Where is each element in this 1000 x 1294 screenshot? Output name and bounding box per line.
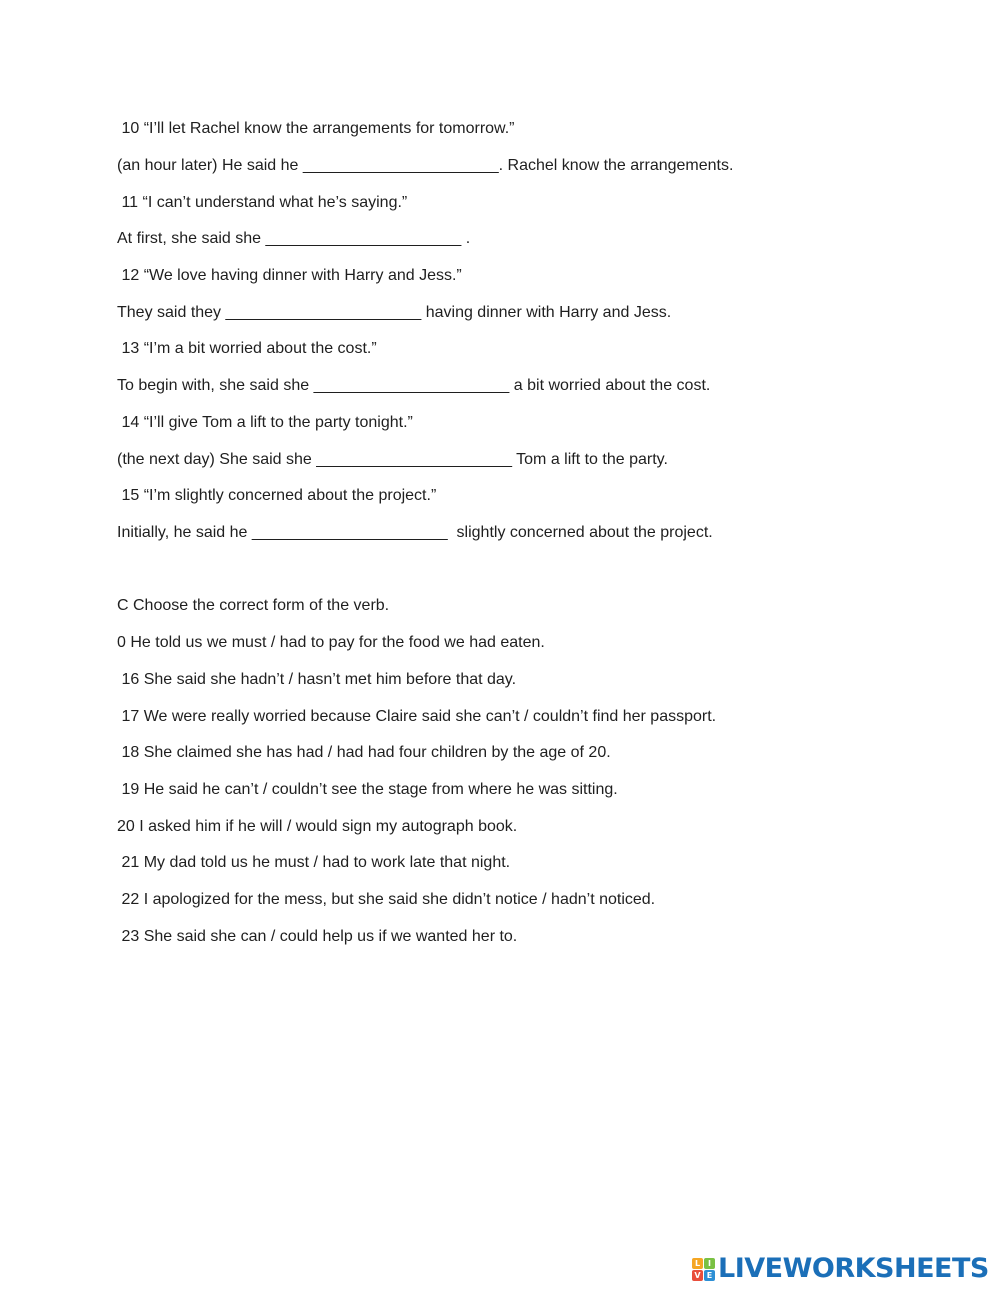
question-19-item: 19 He said he can’t / couldn’t see the stage from where he was sitting. xyxy=(117,781,618,798)
question-12-prompt: 12 “We love having dinner with Harry and Jess.” xyxy=(117,267,462,284)
logo-mark-tile: L xyxy=(692,1258,703,1269)
section-c-heading: C Choose the correct form of the verb. xyxy=(117,597,390,614)
question-14-prompt: 14 “I’ll give Tom a lift to the party tonight.” xyxy=(117,414,413,431)
question-13-answer-line: To begin with, she said she ______________________ a bit worried about the cost. xyxy=(117,377,711,394)
example-0-item: 0 He told us we must / had to pay for the food we had eaten. xyxy=(117,634,545,651)
question-12-answer-line: They said they ______________________ having dinner with Harry and Jess. xyxy=(117,304,672,321)
question-15-prompt: 15 “I’m slightly concerned about the project.” xyxy=(117,487,437,504)
question-10-answer-line: (an hour later) He said he ______________________. Rachel know the arrangements. xyxy=(117,157,734,174)
liveworksheets-logo[interactable] xyxy=(692,1254,989,1284)
question-16-item: 16 She said she hadn’t / hasn’t met him before that day. xyxy=(117,671,517,688)
question-10-prompt: 10 “I’ll let Rachel know the arrangements for tomorrow.” xyxy=(117,120,515,137)
liveworksheets-logo-text: LIVEWORKSHEETS xyxy=(718,1253,989,1284)
logo-mark-tile: E xyxy=(704,1270,715,1281)
question-15-answer-line: Initially, he said he ______________________ slightly concerned about the project. xyxy=(117,524,713,541)
question-21-item: 21 My dad told us he must / had to work late that night. xyxy=(117,854,511,871)
question-20-item: 20 I asked him if he will / would sign my autograph book. xyxy=(117,818,518,835)
logo-mark-tile: I xyxy=(704,1258,715,1269)
liveworksheets-logo-icon xyxy=(692,1258,715,1281)
question-11-answer-line: At first, she said she ______________________ . xyxy=(117,230,471,247)
question-11-prompt: 11 “I can’t understand what he’s saying.” xyxy=(117,194,408,211)
question-17-item: 17 We were really worried because Claire said she can’t / couldn’t find her passport. xyxy=(117,708,717,725)
question-14-answer-line: (the next day) She said she ______________________ Tom a lift to the party. xyxy=(117,451,668,468)
question-23-item: 23 She said she can / could help us if we wanted her to. xyxy=(117,928,518,945)
question-13-prompt: 13 “I’m a bit worried about the cost.” xyxy=(117,340,377,357)
question-18-item: 18 She claimed she has had / had had four children by the age of 20. xyxy=(117,744,611,761)
question-22-item: 22 I apologized for the mess, but she said she didn’t notice / hadn’t noticed. xyxy=(117,891,656,908)
logo-mark-tile: V xyxy=(692,1270,703,1281)
